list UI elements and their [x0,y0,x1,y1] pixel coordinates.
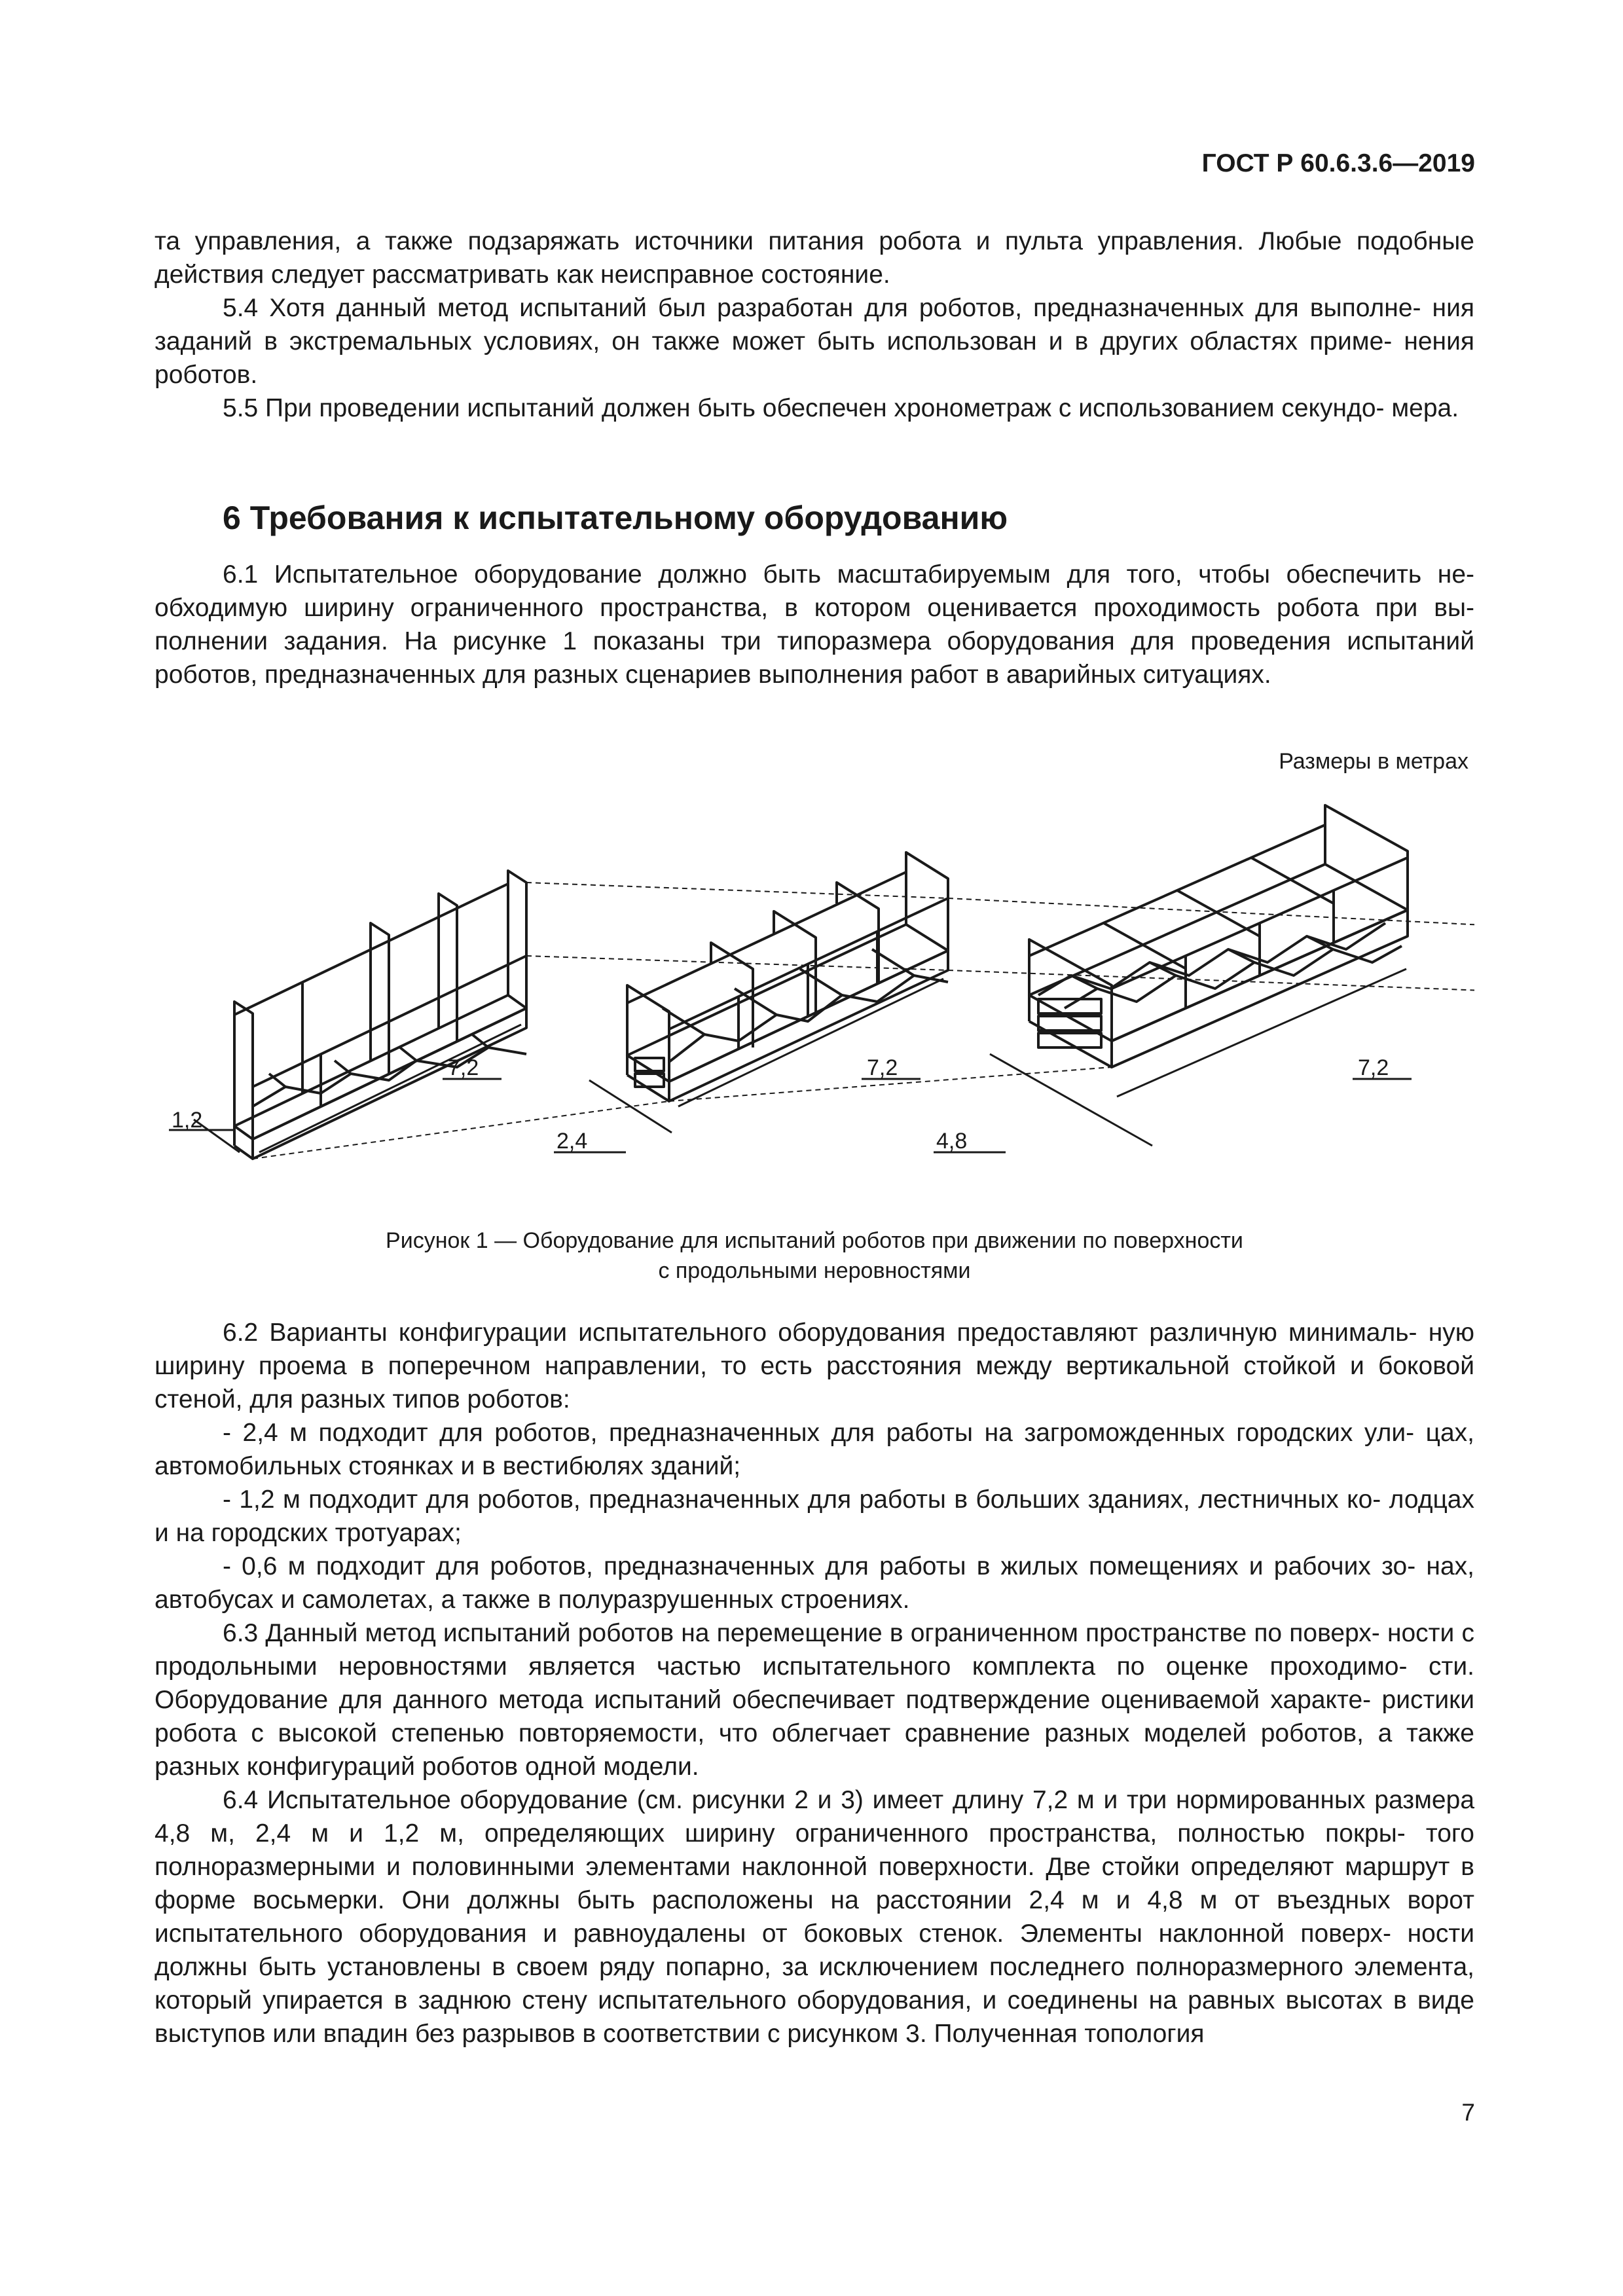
paragraph-6-4 [155,1783,1474,2050]
medium-test-unit [627,852,948,1101]
caption-line: Рисунок 1 — Оборудование для испытаний роботов при движении по поверхности [386,1228,1243,1253]
text-line: размера 4,8 м, 2,4 м и 1,2 м, определяющих ширину ограниченного пространства, полностью покры- [155,1786,1475,1848]
dim-large-width: 4,8 [936,1129,968,1154]
list-item [155,1550,1474,1616]
text-line: высотах в виде выступов или впадин без разрывов в соответствии с рисунком 3. Полученная топология [155,1986,1474,2048]
text-line: 5.5 При проведении испытаний должен быть обеспечен хронометраж с использованием секундо- [223,394,1385,422]
page-number: 7 [1461,2099,1475,2126]
document-number: ГОСТ Р 60.6.3.6—2019 [1201,149,1475,177]
text-line: - 0,6 м подходит для роботов, предназначенных для работы в жилых помещениях и рабочих зо- [223,1552,1416,1580]
text-line: нах, автобусах и самолетах, а также в полуразрушенных строениях. [155,1552,1474,1614]
text-line: ную ширину проема в поперечном направлении, то есть расстояния между вертикальной стойкой и [155,1319,1474,1380]
text-line: ности должны быть установлены в своем ряду попарно, за исключением последнего полноразмерного [155,1920,1474,1981]
text-line: а также разных конфигураций роботов одной модели. [155,1719,1474,1781]
dim-small-length: 7,2 [448,1055,479,1080]
text-line: 6.4 Испытательное оборудование (см. рисунки 2 и 3) имеет длину 7,2 м и три нормированных [223,1786,1366,1814]
text-line: нения роботов. [155,327,1474,389]
text-line: - 1,2 м подходит для роботов, предназначенных для работы в больших зданиях, лестничных ко- [223,1485,1381,1514]
paragraph-5-5 [155,392,1474,425]
text-line: ворот испытательного оборудования и равноудалены от боковых стенок. Элементы наклонной поверх- [155,1886,1474,1948]
section-title: 6 Требования к испытательному оборудованию [223,500,1008,536]
paragraph-continuation [155,225,1474,291]
paragraph-6-2 [155,1316,1474,1416]
body-text [155,1316,1474,2050]
list-item [155,1483,1474,1550]
text-line: ния заданий в экстремальных условиях, он также может быть использован и в других областях приме- [155,294,1474,355]
text-line: сти. Оборудование для данного метода испытаний обеспечивает подтверждение оцениваемой характе- [155,1652,1474,1714]
section-intro [155,558,1474,691]
text-line: полнении задания. На рисунке 1 показаны три типоразмера оборудования для проведения испытаний [155,627,1474,655]
text-line: ности с продольными неровностями является частью испытательного комплекта по оценке проходимо- [155,1619,1474,1681]
figure-caption [155,1226,1474,1286]
text-line: боковой стеной, для разных типов роботов: [155,1352,1474,1413]
text-line: 6.2 Варианты конфигурации испытательного оборудования предоставляют различную минималь- [223,1319,1417,1347]
text-line: обходимую ширину ограниченного пространства, в котором оценивается проходимость робота при вы- [155,594,1474,622]
paragraph-6-3 [155,1616,1474,1783]
dim-medium-width: 2,4 [556,1129,588,1154]
dim-medium-length: 7,2 [867,1055,898,1080]
text-line: того полноразмерными и половинными элементами наклонной поверхности. Две стойки определяют [155,1819,1474,1881]
large-test-unit [1029,805,1408,1067]
small-test-unit [234,871,526,1159]
text-line: 6.1 Испытательное оборудование должно быть масштабируемым для того, чтобы обеспечить не- [223,560,1474,589]
equipment-drawing [155,799,1474,1185]
top-text-block [155,225,1474,425]
caption-line: с продольными неровностями [658,1258,971,1283]
text-line: элемента, который упирается в заднюю стену испытательного оборудования, и соединены на равных [155,1953,1474,2014]
text-line: ристики робота с высокой степенью повторяемости, что облегчает сравнение разных моделей роботов, [155,1686,1475,1747]
text-line: лодцах и на городских тротуарах; [155,1485,1474,1547]
text-line: цах, автомобильных стоянках и в вестибюлях зданий; [155,1419,1474,1480]
text-line: роботов, предназначенных для разных сценариев выполнения работ в аварийных ситуациях. [155,661,1271,689]
text-line: 6.3 Данный метод испытаний роботов на перемещение в ограниченном пространстве по поверх- [223,1619,1380,1647]
units-note: Размеры в метрах [1279,749,1468,774]
figure-1 [155,799,1474,1185]
paragraph-5-4 [155,291,1474,392]
text-line: - 2,4 м подходит для роботов, предназначенных для работы на загроможденных городских ули- [223,1419,1415,1447]
text-line: маршрут в форме восьмерки. Они должны быть расположены на расстоянии 2,4 м и 4,8 м от въездных [155,1853,1474,1914]
paragraph-6-1 [155,558,1474,691]
text-line: 5.4 Хотя данный метод испытаний был разработан для роботов, предназначенных для выполне- [223,294,1421,322]
text-line: действия следует рассматривать как неисправное состояние. [155,261,890,289]
dim-small-width: 1,2 [172,1108,203,1133]
text-line: та управления, а также подзаряжать источники питания робота и пульта управления. Любые подобные [155,227,1474,255]
dim-large-length: 7,2 [1358,1055,1389,1080]
text-line: мера. [1391,394,1459,422]
list-item [155,1416,1474,1483]
